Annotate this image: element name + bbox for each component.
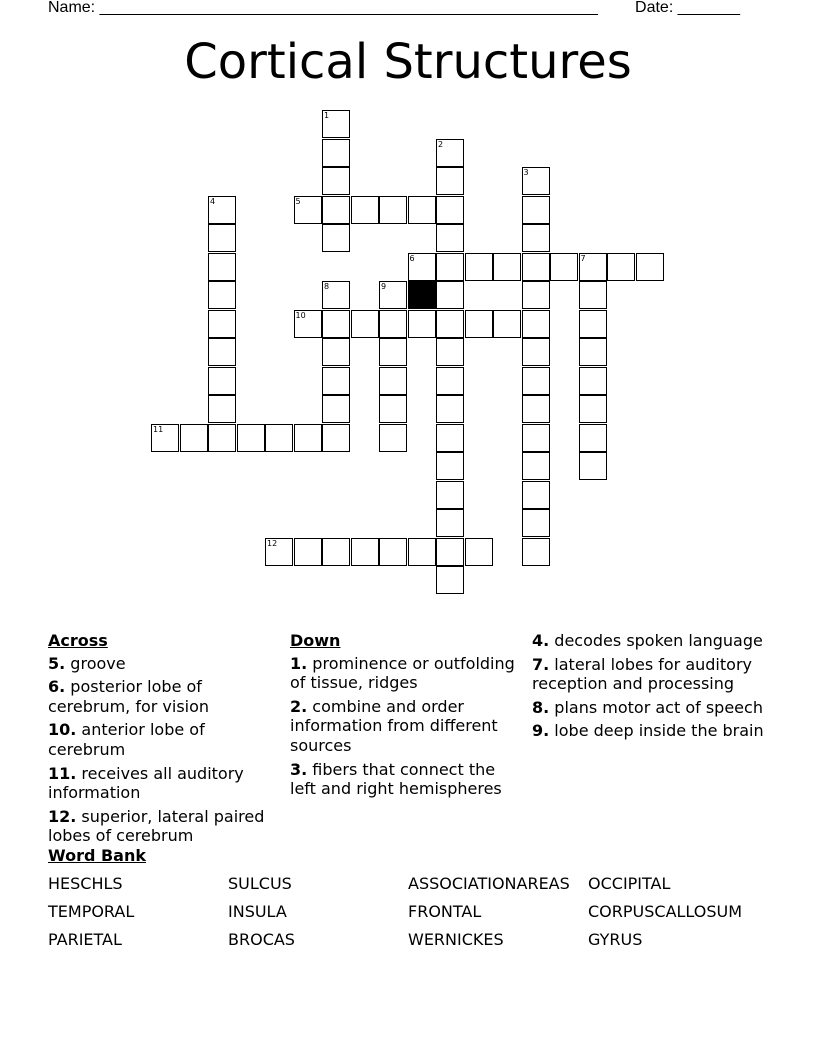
- grid-cell[interactable]: [351, 310, 379, 338]
- across-clues: [48, 631, 278, 850]
- grid-cell[interactable]: [436, 224, 464, 252]
- grid-cell[interactable]: [522, 424, 550, 452]
- word-bank-item: OCCIPITAL: [588, 874, 671, 893]
- clue-item: [48, 720, 278, 759]
- grid-cell[interactable]: [493, 310, 521, 338]
- clue-text: plans motor act of speech: [549, 697, 763, 717]
- grid-cell[interactable]: [208, 281, 236, 309]
- grid-cell[interactable]: [151, 424, 179, 452]
- grid-cell[interactable]: [322, 224, 350, 252]
- clue-item: [532, 631, 768, 651]
- clue-number-label: 11.: [48, 763, 77, 783]
- clue-number-label: 10.: [48, 720, 77, 740]
- grid-cell[interactable]: [465, 310, 493, 338]
- grid-cell[interactable]: [208, 395, 236, 423]
- clue-text: anterior lobe of cerebrum: [48, 720, 205, 759]
- clue-item: [290, 697, 526, 756]
- name-field-label[interactable]: Name: ________________________________________________________: [48, 0, 598, 16]
- clue-number-label: 4.: [532, 631, 550, 650]
- clue-number-label: 9.: [532, 721, 550, 741]
- clue-number: 6: [409, 253, 415, 263]
- clue-number: 8: [324, 282, 330, 291]
- grid-cell[interactable]: [351, 538, 379, 566]
- grid-cell[interactable]: [579, 424, 607, 452]
- grid-cell[interactable]: [579, 395, 607, 423]
- clue-item: [532, 655, 768, 694]
- grid-cell[interactable]: [607, 253, 635, 281]
- clue-item: [532, 698, 768, 718]
- grid-cell[interactable]: [208, 367, 236, 395]
- black-cell: [408, 281, 436, 309]
- clue-number: 3: [523, 168, 529, 177]
- clue-number: 4: [210, 196, 216, 206]
- word-bank-item: WERNICKES: [408, 930, 504, 949]
- word-bank-item: SULCUS: [228, 874, 292, 893]
- across-heading: Across: [48, 631, 108, 650]
- grid-cell[interactable]: [436, 424, 464, 452]
- grid-cell[interactable]: [436, 395, 464, 423]
- grid-cell[interactable]: [408, 196, 436, 224]
- grid-cell[interactable]: [465, 538, 493, 566]
- grid-cell[interactable]: [351, 196, 379, 224]
- grid-cell[interactable]: [522, 481, 550, 509]
- grid-cell[interactable]: [322, 538, 350, 566]
- clue-item: [290, 654, 526, 693]
- grid-cell[interactable]: [379, 310, 407, 338]
- clue-number: 5: [295, 196, 301, 206]
- page-title: Cortical Structures: [184, 34, 632, 90]
- grid-cell[interactable]: [436, 281, 464, 309]
- grid-cell[interactable]: [322, 110, 350, 138]
- grid-cell[interactable]: [379, 424, 407, 452]
- grid-cell[interactable]: [522, 224, 550, 252]
- grid-cell[interactable]: [322, 367, 350, 395]
- grid-cell[interactable]: [579, 253, 607, 281]
- word-bank-item: HESCHLS: [48, 874, 123, 893]
- date-field-label[interactable]: Date: _______: [635, 0, 740, 16]
- down-clues-col1: [290, 631, 526, 803]
- clue-text: combine and order information from different sources: [290, 696, 498, 755]
- grid-cell[interactable]: [322, 424, 350, 452]
- clue-text: groove: [65, 653, 126, 673]
- grid-cell[interactable]: [322, 310, 350, 338]
- clue-number: 7: [580, 253, 586, 263]
- grid-cell[interactable]: [208, 310, 236, 338]
- grid-cell[interactable]: [493, 253, 521, 281]
- grid-cell[interactable]: [522, 367, 550, 395]
- grid-cell[interactable]: [322, 395, 350, 423]
- grid-cell[interactable]: [522, 310, 550, 338]
- clue-number: 2: [438, 139, 444, 149]
- grid-cell[interactable]: [294, 538, 322, 566]
- grid-cell[interactable]: [522, 196, 550, 224]
- clue-text: superior, lateral paired lobes of cerebrum: [48, 806, 265, 846]
- grid-cell[interactable]: [436, 310, 464, 338]
- clue-number-label: 6.: [48, 677, 66, 697]
- clue-number: 11: [153, 424, 164, 434]
- word-bank-title: Word Bank: [48, 846, 147, 865]
- word-bank-item: BROCAS: [228, 930, 295, 949]
- grid-cell[interactable]: [322, 139, 350, 167]
- clue-text: lateral lobes for auditory reception and processing: [532, 654, 752, 694]
- clue-number-label: 8.: [532, 697, 550, 717]
- grid-cell[interactable]: [379, 395, 407, 423]
- clue-number: 1: [324, 111, 330, 120]
- word-bank-item: ASSOCIATIONAREAS: [408, 874, 570, 893]
- grid-cell[interactable]: [522, 452, 550, 480]
- clue-number-label: 3.: [290, 759, 308, 779]
- word-bank-item: INSULA: [228, 902, 287, 921]
- grid-cell[interactable]: [465, 253, 493, 281]
- grid-cell[interactable]: [436, 139, 464, 167]
- grid-cell[interactable]: [208, 424, 236, 452]
- grid-cell[interactable]: [237, 424, 265, 452]
- clue-item: [290, 760, 526, 799]
- word-bank-item: TEMPORAL: [48, 902, 135, 921]
- grid-cell[interactable]: [436, 481, 464, 509]
- clue-text: fibers that connect the left and right hemispheres: [290, 759, 502, 799]
- clue-number: 10: [295, 310, 306, 320]
- grid-cell[interactable]: [579, 281, 607, 309]
- grid-cell[interactable]: [579, 338, 607, 366]
- grid-cell[interactable]: [208, 338, 236, 366]
- clue-number-label: 2.: [290, 696, 308, 716]
- grid-cell[interactable]: [579, 452, 607, 480]
- grid-cell[interactable]: [379, 538, 407, 566]
- clue-text: lobe deep inside the brain: [549, 721, 764, 741]
- grid-cell[interactable]: [208, 224, 236, 252]
- grid-cell[interactable]: [522, 281, 550, 309]
- grid-cell[interactable]: [180, 424, 208, 452]
- grid-cell[interactable]: [522, 253, 550, 281]
- grid-cell[interactable]: [294, 196, 322, 224]
- grid-cell[interactable]: [379, 367, 407, 395]
- grid-cell[interactable]: [379, 281, 407, 309]
- clue-text: prominence or outfolding of tissue, ridges: [290, 653, 515, 693]
- word-bank-item: CORPUSCALLOSUM: [588, 902, 743, 921]
- clue-item: [48, 677, 278, 716]
- word-bank-item: FRONTAL: [408, 902, 482, 921]
- grid-cell[interactable]: [322, 281, 350, 309]
- grid-cell[interactable]: [579, 310, 607, 338]
- clue-number-label: 12.: [48, 806, 77, 826]
- grid-cell[interactable]: [408, 538, 436, 566]
- grid-cell[interactable]: [265, 424, 293, 452]
- grid-cell[interactable]: [294, 310, 322, 338]
- clue-item: [532, 721, 768, 741]
- word-bank-item: GYRUS: [588, 930, 643, 949]
- clue-item: [48, 807, 278, 846]
- grid-cell[interactable]: [522, 167, 550, 195]
- grid-cell[interactable]: [208, 196, 236, 224]
- grid-cell[interactable]: [436, 253, 464, 281]
- clue-number-label: 7.: [532, 654, 550, 674]
- clue-number-label: 1.: [290, 653, 308, 673]
- down-heading: Down: [290, 631, 341, 650]
- grid-cell[interactable]: [379, 196, 407, 224]
- grid-cell[interactable]: [636, 253, 664, 281]
- grid-cell[interactable]: [436, 338, 464, 366]
- clue-text: posterior lobe of cerebrum, for vision: [48, 677, 210, 716]
- clue-number-label: 5.: [48, 653, 66, 673]
- down-clues-col2: [532, 631, 768, 745]
- clue-item: [48, 654, 278, 674]
- grid-cell[interactable]: [436, 538, 464, 566]
- clue-item: [48, 764, 278, 803]
- grid-cell[interactable]: [322, 167, 350, 195]
- clue-text: decodes spoken language: [549, 631, 763, 650]
- clue-number: 9: [381, 282, 387, 291]
- grid-cell[interactable]: [436, 566, 464, 594]
- grid-cell[interactable]: [408, 253, 436, 281]
- clue-number: 12: [267, 538, 278, 548]
- grid-cell[interactable]: [522, 395, 550, 423]
- grid-cell[interactable]: [436, 367, 464, 395]
- grid-cell[interactable]: [436, 196, 464, 224]
- grid-cell[interactable]: [294, 424, 322, 452]
- grid-cell[interactable]: [208, 253, 236, 281]
- grid-cell[interactable]: [436, 452, 464, 480]
- grid-cell[interactable]: [436, 509, 464, 537]
- grid-cell[interactable]: [579, 367, 607, 395]
- grid-cell[interactable]: [408, 310, 436, 338]
- grid-cell[interactable]: [522, 509, 550, 537]
- clue-text: receives all auditory information: [48, 763, 244, 803]
- grid-cell[interactable]: [322, 196, 350, 224]
- grid-cell[interactable]: [550, 253, 578, 281]
- grid-cell[interactable]: [436, 167, 464, 195]
- grid-cell[interactable]: [322, 338, 350, 366]
- grid-cell[interactable]: [522, 338, 550, 366]
- grid-cell[interactable]: [265, 538, 293, 566]
- grid-cell[interactable]: [522, 538, 550, 566]
- grid-cell[interactable]: [379, 338, 407, 366]
- word-bank-item: PARIETAL: [48, 930, 122, 949]
